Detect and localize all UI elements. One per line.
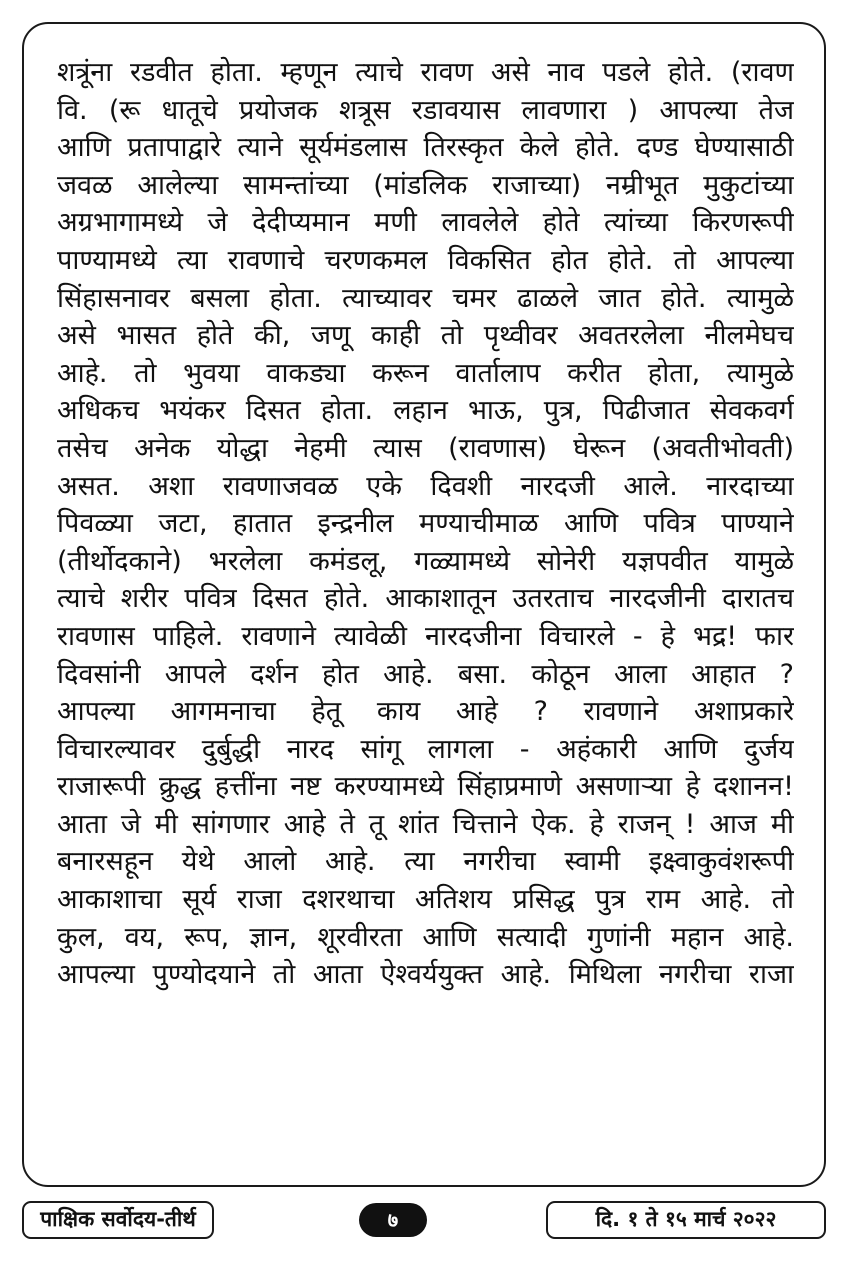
- body-line: अधिकच भयंकर दिसत होता. लहान भाऊ, पुत्र, पिढीजात सेवकवर्ग: [57, 395, 794, 427]
- body-line: आहे. तो भुवया वाकड्या करून वार्तालाप करीत होता, त्यामुळे: [57, 357, 794, 389]
- body-line: अग्रभागामध्ये जे देदीप्यमान मणी लावलेले होते त्यांच्या किरणरूपी: [57, 207, 794, 239]
- body-line: पाण्यामध्ये त्या रावणाचे चरणकमल विकसित होत होते. तो आपल्या: [57, 244, 794, 276]
- body-line: वि. (रू धातूचे प्रयोजक शत्रूस रडावयास लावणारा ) आपल्या तेज: [57, 94, 794, 126]
- body-line: शत्रूंना रडवीत होता. म्हणून त्याचे रावण असे नाव पडले होते. (रावण: [57, 57, 794, 88]
- body-line: सिंहासनावर बसला होता. त्याच्यावर चमर ढाळले जात होते. त्यामुळे: [57, 282, 794, 314]
- body-line: विचारल्यावर दुर्बुद्धी नारद सांगू लागला - अहंकारी आणि दुर्जय: [57, 733, 794, 765]
- body-line: तसेच अनेक योद्धा नेहमी त्यास (रावणास) घेरून (अवतीभोवती): [57, 432, 794, 464]
- body-line: आता जे मी सांगणार आहे ते तू शांत चित्ताने ऐक. हे राजन् ! आज मी: [57, 808, 794, 840]
- body-line: कुल, वय, रूप, ज्ञान, शूरवीरता आणि सत्यादी गुणांनी महान आहे.: [57, 921, 794, 953]
- body-line: दिवसांनी आपले दर्शन होत आहे. बसा. कोठून आला आहात ?: [57, 658, 794, 690]
- body-line: असे भासत होते की, जणू काही तो पृथ्वीवर अवतरलेला नीलमेघच: [57, 320, 794, 352]
- body-line: (तीर्थोदकाने) भरलेला कमंडलू, गळ्यामध्ये सोनेरी यज्ञपवीत यामुळे: [57, 545, 794, 577]
- body-line: आणि प्रतापाद्वारे त्याने सूर्यमंडलास तिरस्कृत केले होते. दण्ड घेण्यासाठी: [57, 132, 794, 164]
- issue-date: दि. १ ते १५ मार्च २०२२: [546, 1201, 826, 1239]
- body-line: आकाशाचा सूर्य राजा दशरथाचा अतिशय प्रसिद्ध पुत्र राम आहे. तो: [57, 884, 794, 916]
- publication-name: पाक्षिक सर्वोदय-तीर्थ: [22, 1201, 214, 1239]
- page-footer: [22, 1201, 826, 1243]
- body-line: आपल्या आगमनाचा हेतू काय आहे ? रावणाने अशाप्रकारे: [57, 696, 794, 728]
- body-line: असत. अशा रावणाजवळ एके दिवशी नारदजी आले. नारदाच्या: [57, 470, 794, 502]
- page-number: ७: [359, 1203, 427, 1237]
- body-line: त्याचे शरीर पवित्र दिसत होते. आकाशातून उतरताच नारदजीनी दारातच: [57, 583, 794, 615]
- body-line: राजारूपी क्रुद्ध हत्तींना नष्ट करण्यामध्ये सिंहाप्रमाणे असणाऱ्या हे दशानन!: [57, 771, 794, 803]
- body-line: बनारसहून येथे आलो आहे. त्या नगरीचा स्वामी इक्ष्वाकुवंशरूपी: [57, 846, 794, 878]
- body-line: पिवळ्या जटा, हातात इन्द्रनील मण्याचीमाळ आणि पवित्र पाण्याने: [57, 508, 794, 540]
- body-line: रावणास पाहिले. रावणाने त्यावेळी नारदजीना विचारले - हे भद्र! फार: [57, 620, 794, 652]
- body-line: जवळ आलेल्या सामन्तांच्या (मांडलिक राजाच्या) नम्रीभूत मुकुटांच्या: [57, 169, 794, 201]
- body-text-frame: [22, 22, 826, 1187]
- body-line: आपल्या पुण्योदयाने तो आता ऐश्वर्ययुक्त आहे. मिथिला नगरीचा राजा: [57, 959, 794, 991]
